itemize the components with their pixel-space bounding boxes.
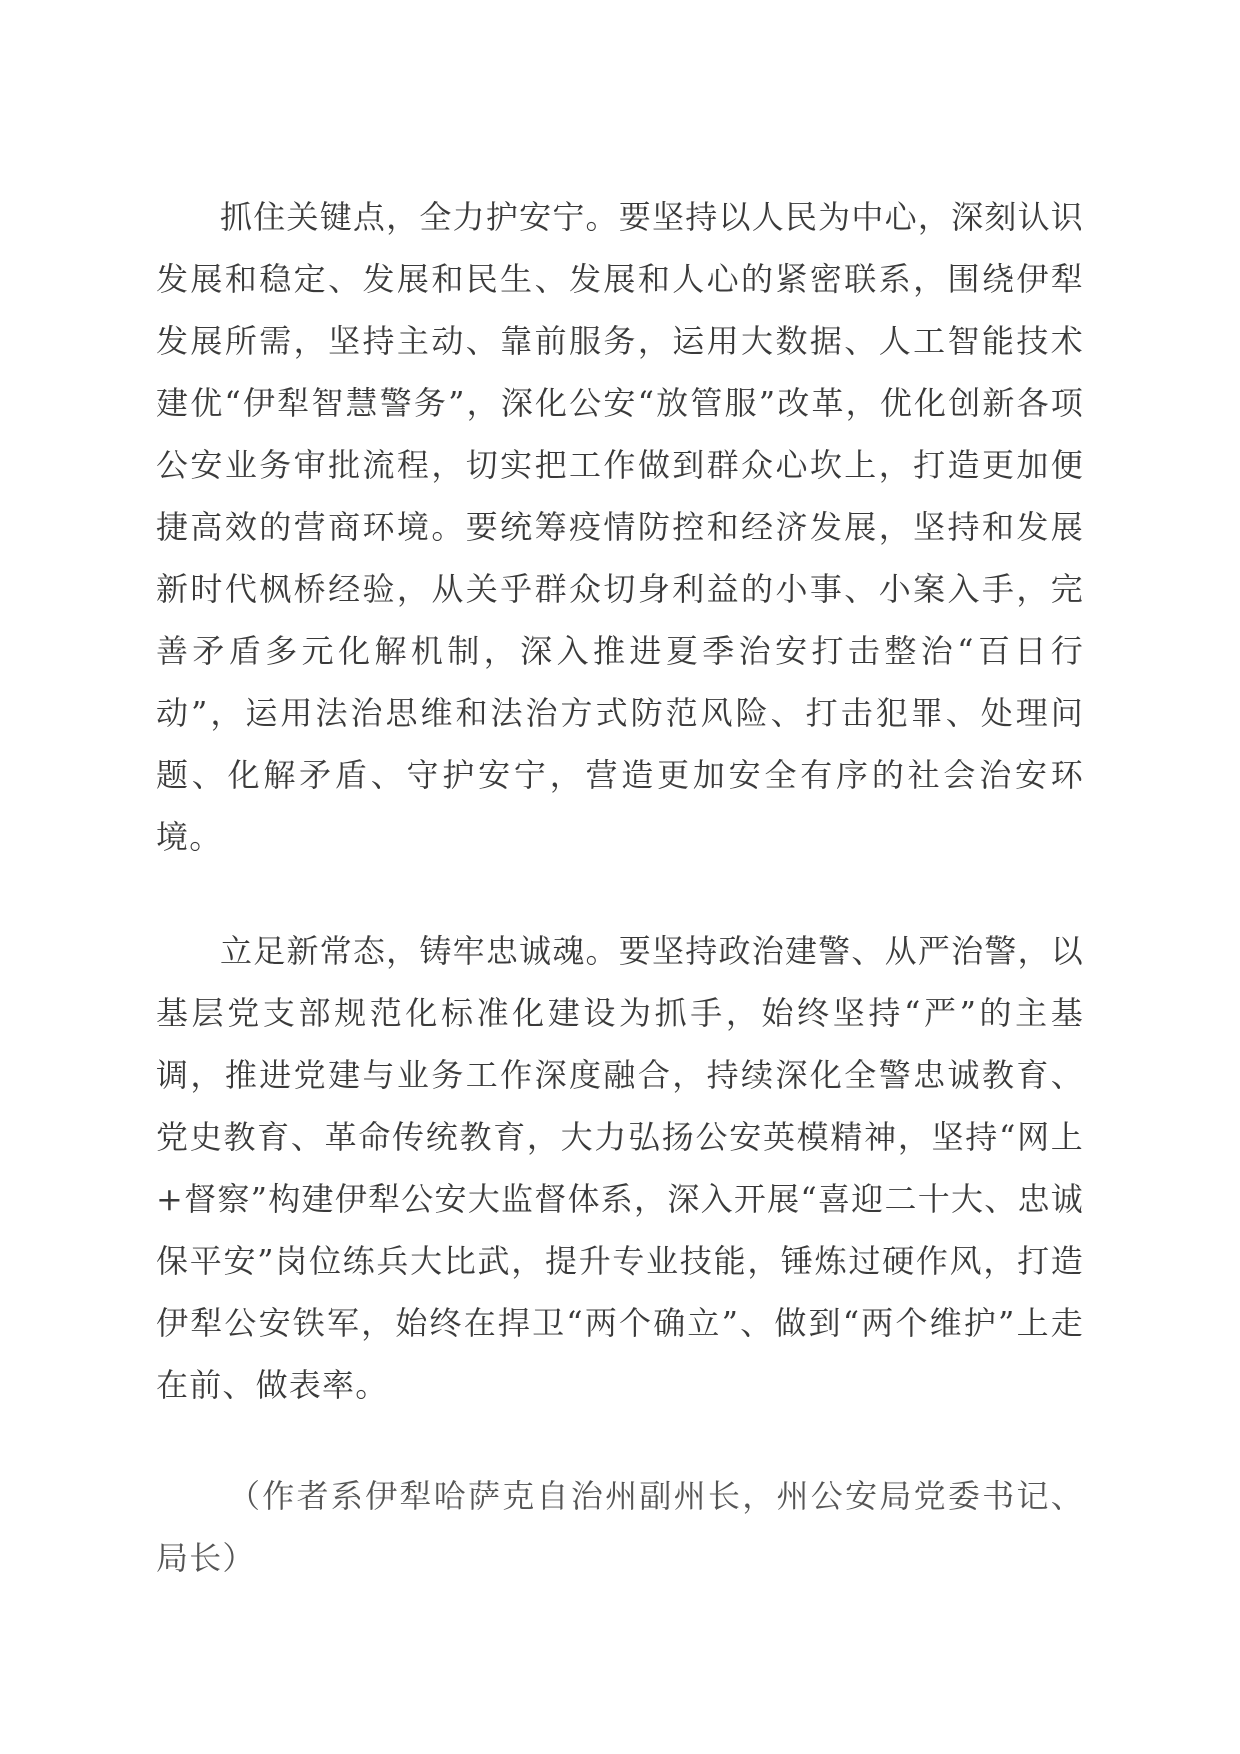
- paragraph-loyalty: [156, 920, 1084, 1416]
- paragraph-safety: [156, 186, 1084, 868]
- author-note: [156, 1465, 1084, 1589]
- author-note-text: （作者系伊犁哈萨克自治州副州长，州公安局党委书记、局长）: [156, 1477, 1084, 1577]
- paragraph-text: 抓住关键点，全力护安宁。要坚持以人民为中心，深刻认识发展和稳定、发展和民生、发展和人心的紧密联系，围绕伊犁发展所需，坚持主动、靠前服务，运用大数据、人工智能技术建优“伊犁智慧警务”，深化公安“放管服”改革，优化创新各项公安业务审批流程，切实把工作做到群众心坎上，打造更加便捷高效的营商环境。要统筹疫情防控和经济发展，坚持和发展新时代枫桥经验，从关乎群众切身利益的小事、小案入手，完善矛盾多元化解机制，深入推进夏季治安打击整治“百日行动”，运用法治思维和法治方式防范风险、打击犯罪、处理问题、化解矛盾、守护安宁，营造更加安全有序的社会治安环境。: [156, 198, 1084, 856]
- paragraph-text: 立足新常态，铸牢忠诚魂。要坚持政治建警、从严治警，以基层党支部规范化标准化建设为抓手，始终坚持“严”的主基调，推进党建与业务工作深度融合，持续深化全警忠诚教育、党史教育、革命传统教育，大力弘扬公安英模精神，坚持“网上+督察”构建伊犁公安大监督体系，深入开展“喜迎二十大、忠诚保平安”岗位练兵大比武，提升专业技能，锤炼过硬作风，打造伊犁公安铁军，始终在捍卫“两个确立”、做到“两个维护”上走在前、做表率。: [156, 932, 1084, 1404]
